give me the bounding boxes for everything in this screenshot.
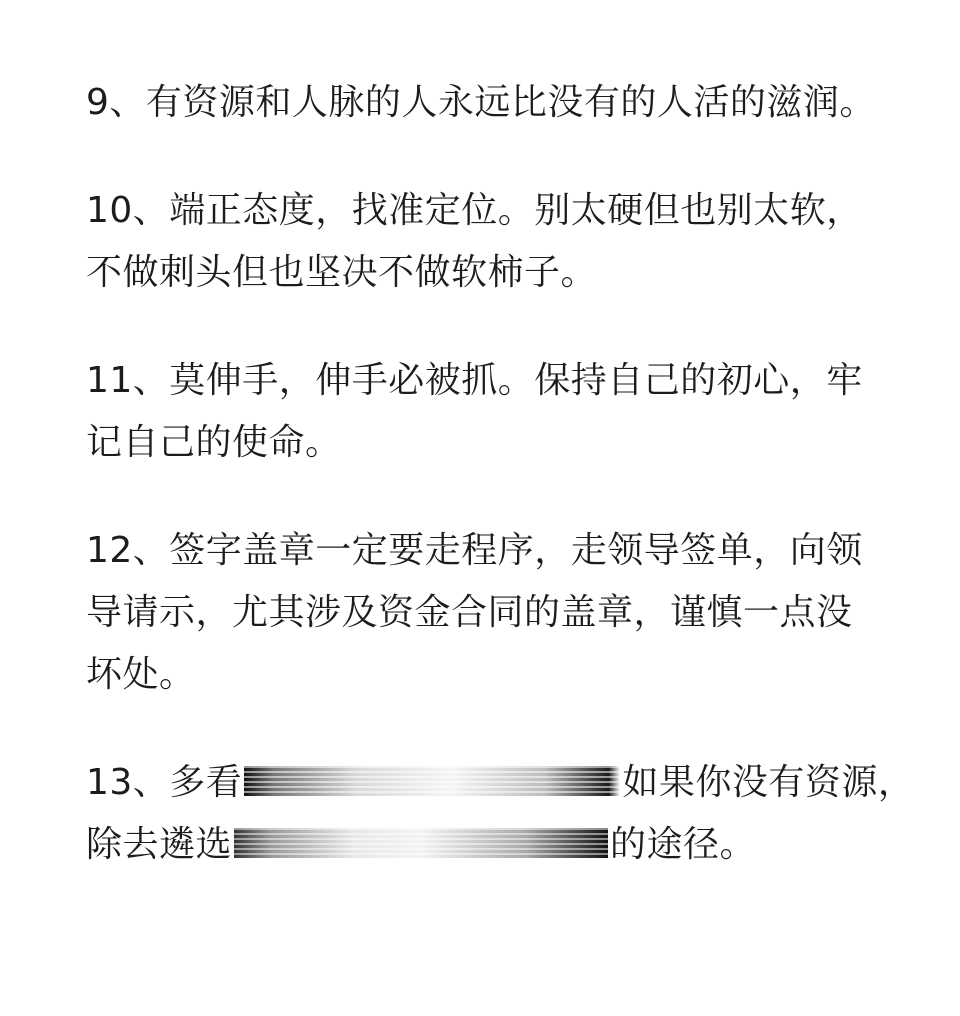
list-item-11 bbox=[86, 350, 886, 474]
text-line bbox=[86, 752, 915, 814]
list-item-13 bbox=[86, 752, 915, 876]
list-item-9 bbox=[86, 72, 886, 134]
text-line: 11、莫伸手，伸手必被抓。保持自己的初心，牢 bbox=[86, 360, 863, 401]
text-fragment: 除去遴选 bbox=[86, 824, 233, 865]
list-item-12 bbox=[86, 520, 886, 706]
list-item-10 bbox=[86, 180, 886, 304]
text-line: 导请示，尤其涉及资金合同的盖章，谨慎一点没 bbox=[86, 592, 853, 633]
text-fragment: 13、多看 bbox=[86, 762, 243, 803]
text-line: 坏处。 bbox=[86, 654, 196, 695]
redaction-blur bbox=[244, 766, 620, 796]
text-fragment: 如果你没有资源， bbox=[622, 762, 915, 803]
text-line: 记自己的使命。 bbox=[86, 422, 342, 463]
document-body bbox=[86, 72, 915, 876]
text-line bbox=[86, 814, 886, 876]
redaction-blur bbox=[234, 828, 608, 858]
text-line: 9、有资源和人脉的人永远比没有的人活的滋润。 bbox=[86, 82, 876, 123]
text-line: 12、签字盖章一定要走程序，走领导签单，向领 bbox=[86, 530, 863, 571]
text-line: 不做刺头但也坚决不做软柿子。 bbox=[86, 252, 598, 293]
text-fragment: 的途径。 bbox=[610, 824, 757, 865]
text-line: 10、端正态度，找准定位。别太硬但也别太软， bbox=[86, 190, 863, 231]
